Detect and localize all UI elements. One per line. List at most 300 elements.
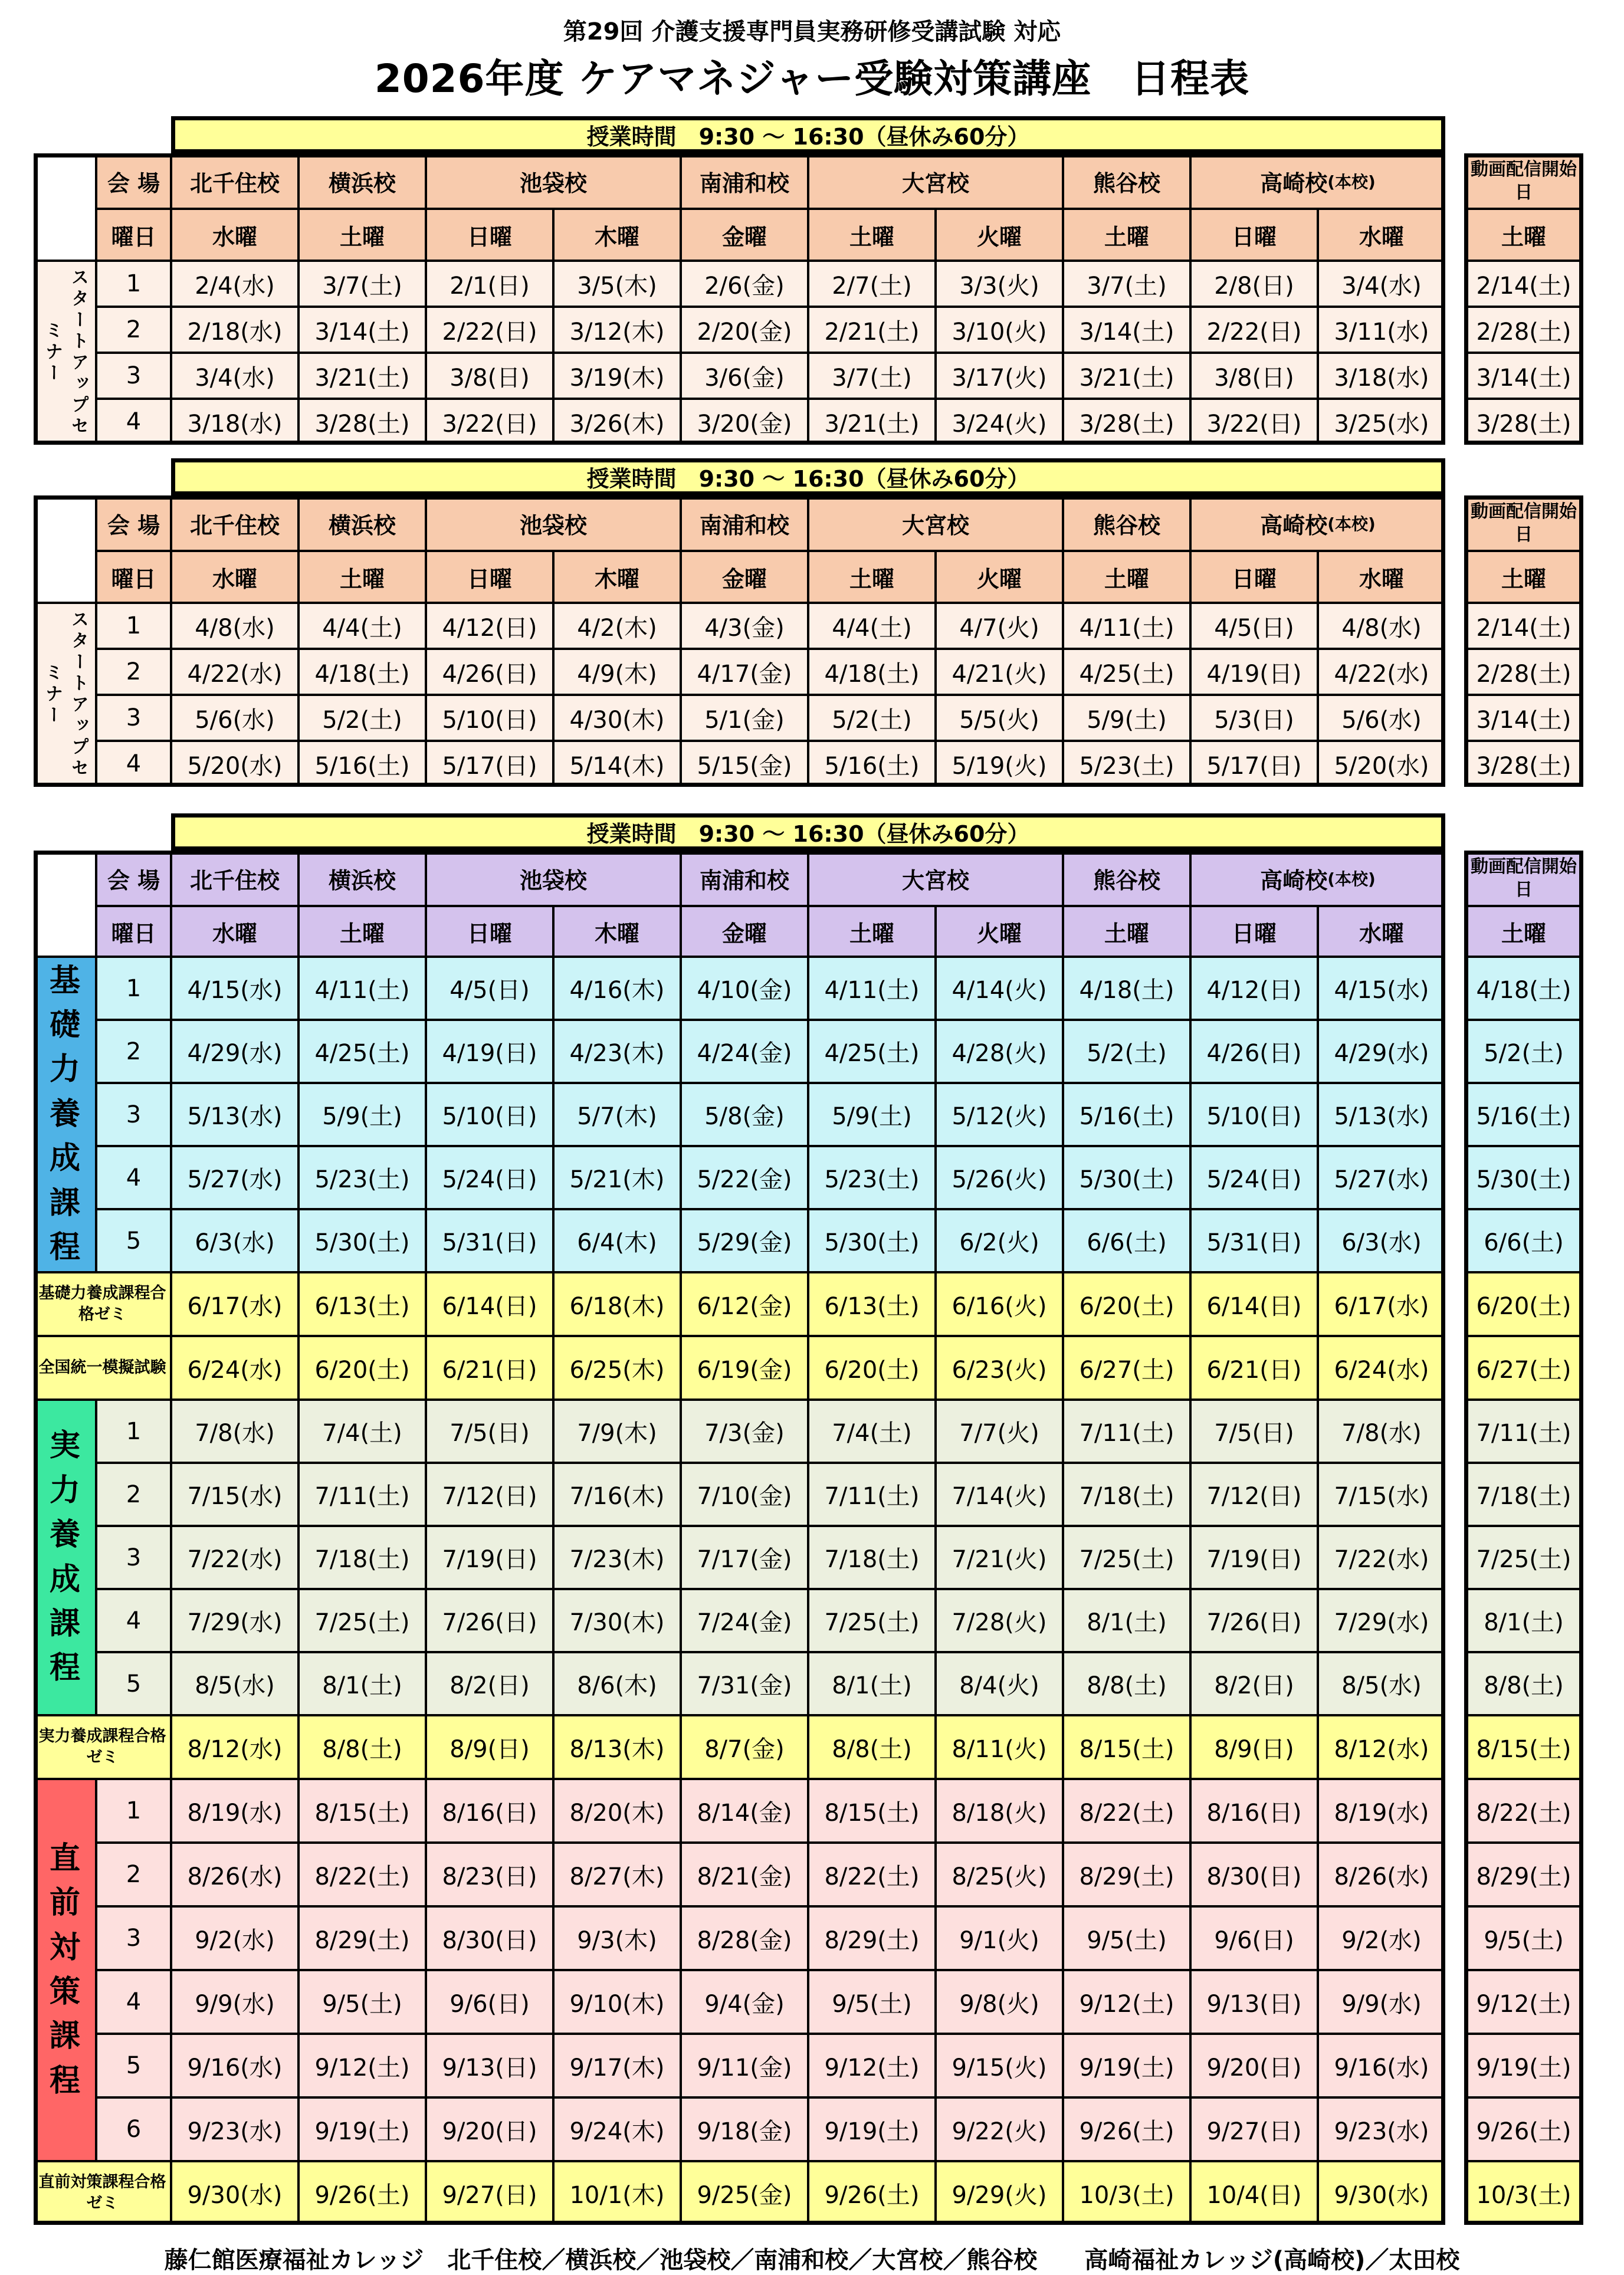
course-label-char: 課 xyxy=(49,1606,80,1642)
date-cell: 4/19(日) xyxy=(426,1020,553,1083)
date-cell: 7/16(木) xyxy=(553,1463,681,1526)
date-cell: 4/25(土) xyxy=(808,1020,936,1083)
session-number: 3 xyxy=(96,1906,171,1970)
date-cell: 4/26(日) xyxy=(426,649,553,695)
date-cell: 3/8(日) xyxy=(426,353,553,399)
date-cell: 3/25(水) xyxy=(1318,399,1445,445)
date-cell: 5/2(土) xyxy=(1063,1020,1190,1083)
date-cell: 8/27(木) xyxy=(553,1843,681,1906)
venue-header: 池袋校 xyxy=(426,495,681,551)
video-date-cell: 9/19(土) xyxy=(1464,2034,1583,2097)
video-start-header: 動画配信開始日 xyxy=(1464,153,1583,209)
date-cell: 9/19(土) xyxy=(1063,2034,1190,2097)
date-cell: 9/16(水) xyxy=(1318,2034,1445,2097)
corner-cell xyxy=(34,495,96,603)
date-cell: 5/27(水) xyxy=(171,1146,298,1209)
venue-main-campus-note: (本校) xyxy=(1327,514,1376,534)
date-cell: 8/22(土) xyxy=(808,1843,936,1906)
course-label-char: 策 xyxy=(49,1974,80,2010)
date-cell: 3/21(土) xyxy=(808,399,936,445)
date-cell: 3/7(土) xyxy=(298,261,426,307)
date-cell: 8/23(日) xyxy=(426,1843,553,1906)
venue-header: 北千住校 xyxy=(171,851,298,906)
video-date-cell: 3/14(土) xyxy=(1464,695,1583,741)
date-cell: 4/14(火) xyxy=(936,957,1063,1020)
date-cell: 5/16(土) xyxy=(298,741,426,787)
date-cell: 10/3(土) xyxy=(1063,2161,1190,2225)
session-number: 5 xyxy=(96,2034,171,2097)
venue-header: 熊谷校 xyxy=(1063,851,1190,906)
date-cell: 5/2(土) xyxy=(808,695,936,741)
session-number: 3 xyxy=(96,1083,171,1146)
date-cell: 8/30(日) xyxy=(426,1906,553,1970)
venue-name: 高崎校 xyxy=(1260,170,1328,196)
video-date-cell: 7/11(土) xyxy=(1464,1400,1583,1463)
date-cell: 7/19(日) xyxy=(1190,1526,1318,1589)
video-start-header: 動画配信開始日 xyxy=(1464,495,1583,551)
date-cell: 5/5(火) xyxy=(936,695,1063,741)
date-cell: 5/17(日) xyxy=(1190,741,1318,787)
date-cell: 7/22(水) xyxy=(1318,1526,1445,1589)
date-cell: 7/28(火) xyxy=(936,1589,1063,1652)
date-cell: 8/2(日) xyxy=(426,1652,553,1715)
video-date-cell: 3/28(土) xyxy=(1464,741,1583,787)
date-cell: 2/22(日) xyxy=(1190,307,1318,353)
date-cell: 4/17(金) xyxy=(681,649,808,695)
date-cell: 9/23(水) xyxy=(171,2097,298,2161)
weekday-header: 土曜 xyxy=(1063,906,1190,957)
date-cell: 9/19(土) xyxy=(298,2097,426,2161)
date-cell: 7/15(水) xyxy=(171,1463,298,1526)
weekday-header: 水曜 xyxy=(171,551,298,603)
date-cell: 4/12(日) xyxy=(1190,957,1318,1020)
video-date-cell: 2/28(土) xyxy=(1464,307,1583,353)
date-cell: 6/13(土) xyxy=(298,1272,426,1336)
date-cell: 4/30(木) xyxy=(553,695,681,741)
course-label-char: 力 xyxy=(49,1052,80,1088)
date-cell: 9/26(土) xyxy=(1063,2097,1190,2161)
date-cell: 4/4(土) xyxy=(298,603,426,649)
date-cell: 6/12(金) xyxy=(681,1272,808,1336)
date-cell: 4/15(水) xyxy=(1318,957,1445,1020)
date-cell: 7/3(金) xyxy=(681,1400,808,1463)
venue-header: 南浦和校 xyxy=(681,495,808,551)
weekday-header: 木曜 xyxy=(553,551,681,603)
date-cell: 5/20(水) xyxy=(1318,741,1445,787)
date-cell: 9/5(土) xyxy=(808,1970,936,2034)
weekday-header: 土曜 xyxy=(298,906,426,957)
date-cell: 5/31(日) xyxy=(1190,1209,1318,1272)
date-cell: 7/11(土) xyxy=(298,1463,426,1526)
date-cell: 10/1(木) xyxy=(553,2161,681,2225)
corner-cell xyxy=(34,153,96,261)
date-cell: 8/4(火) xyxy=(936,1652,1063,1715)
weekday-label: 曜日 xyxy=(96,906,171,957)
date-cell: 5/10(日) xyxy=(426,1083,553,1146)
date-cell: 3/24(火) xyxy=(936,399,1063,445)
session-number: 2 xyxy=(96,1463,171,1526)
date-cell: 8/7(金) xyxy=(681,1715,808,1779)
date-cell: 9/20(日) xyxy=(426,2097,553,2161)
video-date-cell: 10/3(土) xyxy=(1464,2161,1583,2225)
date-cell: 6/13(土) xyxy=(808,1272,936,1336)
date-cell: 9/5(土) xyxy=(298,1970,426,2034)
date-cell: 6/17(水) xyxy=(1318,1272,1445,1336)
course-label xyxy=(34,1400,96,1715)
date-cell: 8/2(日) xyxy=(1190,1652,1318,1715)
date-cell: 2/18(水) xyxy=(171,307,298,353)
date-cell: 10/4(日) xyxy=(1190,2161,1318,2225)
document-title: 2026年度 ケアマネジャー受験対策講座 日程表 xyxy=(374,56,1250,101)
date-cell: 7/30(木) xyxy=(553,1589,681,1652)
date-cell: 7/22(水) xyxy=(171,1526,298,1589)
video-date-cell: 9/12(土) xyxy=(1464,1970,1583,2034)
date-cell: 3/14(土) xyxy=(1063,307,1190,353)
footer-schools: 藤仁館医療福祉カレッジ 北千住校／横浜校／池袋校／南浦和校／大宮校／熊谷校 高崎福祉カレッジ(高崎校)／太田校 xyxy=(164,2247,1460,2274)
date-cell: 8/13(木) xyxy=(553,1715,681,1779)
date-cell: 7/26(日) xyxy=(1190,1589,1318,1652)
date-cell: 6/21(日) xyxy=(426,1336,553,1400)
date-cell: 7/21(火) xyxy=(936,1526,1063,1589)
date-cell: 5/6(水) xyxy=(1318,695,1445,741)
video-date-cell: 9/5(土) xyxy=(1464,1906,1583,1970)
video-date-cell: 8/1(土) xyxy=(1464,1589,1583,1652)
date-cell: 9/4(金) xyxy=(681,1970,808,2034)
date-cell: 4/18(土) xyxy=(808,649,936,695)
date-cell: 6/27(土) xyxy=(1063,1336,1190,1400)
date-cell: 3/22(日) xyxy=(426,399,553,445)
video-date-cell: 3/14(土) xyxy=(1464,353,1583,399)
date-cell: 3/3(火) xyxy=(936,261,1063,307)
session-number: 4 xyxy=(96,1970,171,2034)
date-cell: 9/30(水) xyxy=(171,2161,298,2225)
date-cell: 4/18(土) xyxy=(298,649,426,695)
date-cell: 3/4(水) xyxy=(1318,261,1445,307)
course-label-char: 成 xyxy=(49,1141,80,1177)
date-cell: 5/2(土) xyxy=(298,695,426,741)
video-date-cell: 8/29(土) xyxy=(1464,1843,1583,1906)
date-cell: 5/1(金) xyxy=(681,695,808,741)
venue-header: 北千住校 xyxy=(171,153,298,209)
weekday-header: 火曜 xyxy=(936,551,1063,603)
course-label-char: 課 xyxy=(49,2018,80,2054)
date-cell: 3/5(木) xyxy=(553,261,681,307)
date-cell: 4/22(水) xyxy=(171,649,298,695)
date-cell: 4/11(土) xyxy=(808,957,936,1020)
course-label xyxy=(34,1779,96,2161)
venue-header: 池袋校 xyxy=(426,153,681,209)
weekday-header: 土曜 xyxy=(1063,209,1190,261)
date-cell: 5/24(日) xyxy=(426,1146,553,1209)
date-cell: 6/19(金) xyxy=(681,1336,808,1400)
date-cell: 5/30(土) xyxy=(298,1209,426,1272)
date-cell: 5/23(土) xyxy=(298,1146,426,1209)
weekday-header: 土曜 xyxy=(1063,551,1190,603)
weekday-header: 水曜 xyxy=(171,209,298,261)
session-number: 3 xyxy=(96,1526,171,1589)
date-cell: 9/22(火) xyxy=(936,2097,1063,2161)
video-date-cell: 8/8(土) xyxy=(1464,1652,1583,1715)
date-cell: 6/14(日) xyxy=(426,1272,553,1336)
date-cell: 8/29(土) xyxy=(808,1906,936,1970)
weekday-header: 土曜 xyxy=(808,906,936,957)
date-cell: 9/30(水) xyxy=(1318,2161,1445,2225)
date-cell: 5/10(日) xyxy=(1190,1083,1318,1146)
venue-header: 横浜校 xyxy=(298,153,426,209)
date-cell: 3/7(土) xyxy=(1063,261,1190,307)
course-label-char: 成 xyxy=(49,1561,80,1597)
date-cell: 8/26(水) xyxy=(1318,1843,1445,1906)
date-cell: 7/4(土) xyxy=(808,1400,936,1463)
date-cell: 8/19(水) xyxy=(1318,1779,1445,1843)
date-cell: 6/16(火) xyxy=(936,1272,1063,1336)
date-cell: 5/24(日) xyxy=(1190,1146,1318,1209)
weekday-header: 日曜 xyxy=(1190,551,1318,603)
date-cell: 4/24(金) xyxy=(681,1020,808,1083)
date-cell: 8/26(水) xyxy=(171,1843,298,1906)
date-cell: 9/24(木) xyxy=(553,2097,681,2161)
venue-label: 会 場 xyxy=(96,851,171,906)
date-cell: 4/18(土) xyxy=(1063,957,1190,1020)
date-cell: 5/3(日) xyxy=(1190,695,1318,741)
venue-header: 大宮校 xyxy=(808,851,1063,906)
date-cell: 4/3(金) xyxy=(681,603,808,649)
date-cell: 8/5(水) xyxy=(1318,1652,1445,1715)
venue-header: 熊谷校 xyxy=(1063,495,1190,551)
date-cell: 8/29(土) xyxy=(298,1906,426,1970)
venue-name: 高崎校 xyxy=(1260,512,1328,539)
session-number: 1 xyxy=(96,957,171,1020)
date-cell: 8/1(土) xyxy=(808,1652,936,1715)
date-cell: 6/20(土) xyxy=(808,1336,936,1400)
date-cell: 5/14(木) xyxy=(553,741,681,787)
session-number: 1 xyxy=(96,1779,171,1843)
date-cell: 8/15(土) xyxy=(808,1779,936,1843)
date-cell: 5/6(水) xyxy=(171,695,298,741)
date-cell: 3/21(土) xyxy=(298,353,426,399)
weekday-header: 水曜 xyxy=(1318,551,1445,603)
date-cell: 7/4(土) xyxy=(298,1400,426,1463)
date-cell: 6/14(日) xyxy=(1190,1272,1318,1336)
date-cell: 5/12(火) xyxy=(936,1083,1063,1146)
date-cell: 5/23(土) xyxy=(1063,741,1190,787)
date-cell: 9/19(土) xyxy=(808,2097,936,2161)
date-cell: 4/5(日) xyxy=(1190,603,1318,649)
date-cell: 4/21(火) xyxy=(936,649,1063,695)
corner-cell xyxy=(34,851,96,957)
weekday-header: 火曜 xyxy=(936,906,1063,957)
date-cell: 5/13(水) xyxy=(1318,1083,1445,1146)
course-label-char: 前 xyxy=(49,1885,80,1921)
date-cell: 3/20(金) xyxy=(681,399,808,445)
date-cell: 7/5(日) xyxy=(1190,1400,1318,1463)
date-cell: 7/11(土) xyxy=(808,1463,936,1526)
date-cell: 9/9(水) xyxy=(171,1970,298,2034)
session-number: 1 xyxy=(96,603,171,649)
date-cell: 8/11(火) xyxy=(936,1715,1063,1779)
date-cell: 9/23(水) xyxy=(1318,2097,1445,2161)
date-cell: 8/8(土) xyxy=(1063,1652,1190,1715)
date-cell: 2/8(日) xyxy=(1190,261,1318,307)
date-cell: 4/5(日) xyxy=(426,957,553,1020)
weekday-header: 金曜 xyxy=(681,906,808,957)
date-cell: 8/9(日) xyxy=(426,1715,553,1779)
date-cell: 3/4(水) xyxy=(171,353,298,399)
date-cell: 9/12(土) xyxy=(808,2034,936,2097)
date-cell: 5/21(木) xyxy=(553,1146,681,1209)
course-label: 直前対策課程合格ゼミ xyxy=(34,2161,171,2225)
date-cell: 5/15(金) xyxy=(681,741,808,787)
date-cell: 9/2(水) xyxy=(1318,1906,1445,1970)
video-date-cell: 2/28(土) xyxy=(1464,649,1583,695)
session-number: 5 xyxy=(96,1652,171,1715)
date-cell: 3/7(土) xyxy=(808,353,936,399)
date-cell: 8/1(土) xyxy=(1063,1589,1190,1652)
date-cell: 5/8(金) xyxy=(681,1083,808,1146)
date-cell: 4/26(日) xyxy=(1190,1020,1318,1083)
video-date-cell: 3/28(土) xyxy=(1464,399,1583,445)
date-cell: 4/7(火) xyxy=(936,603,1063,649)
date-cell: 9/26(土) xyxy=(298,2161,426,2225)
date-cell: 4/9(木) xyxy=(553,649,681,695)
date-cell: 3/18(水) xyxy=(171,399,298,445)
date-cell: 7/7(火) xyxy=(936,1400,1063,1463)
course-label xyxy=(34,957,96,1272)
date-cell: 6/18(木) xyxy=(553,1272,681,1336)
venue-header: 熊谷校 xyxy=(1063,153,1190,209)
date-cell: 4/16(木) xyxy=(553,957,681,1020)
video-date-cell: 6/6(土) xyxy=(1464,1209,1583,1272)
date-cell: 4/11(土) xyxy=(1063,603,1190,649)
hours-banner: 授業時間 9:30 〜 16:30（昼休み60分） xyxy=(171,813,1445,851)
date-cell: 4/28(火) xyxy=(936,1020,1063,1083)
video-date-cell: 6/27(土) xyxy=(1464,1336,1583,1400)
date-cell: 3/28(土) xyxy=(1063,399,1190,445)
venue-main-campus-note: (本校) xyxy=(1327,172,1376,192)
session-number: 4 xyxy=(96,741,171,787)
date-cell: 5/13(水) xyxy=(171,1083,298,1146)
date-cell: 8/18(火) xyxy=(936,1779,1063,1843)
date-cell: 8/15(土) xyxy=(1063,1715,1190,1779)
course-label-char: 力 xyxy=(49,1472,80,1508)
course-label-char: 養 xyxy=(49,1517,80,1553)
weekday-header: 火曜 xyxy=(936,209,1063,261)
hours-banner: 授業時間 9:30 〜 16:30（昼休み60分） xyxy=(171,458,1445,495)
date-cell: 3/6(金) xyxy=(681,353,808,399)
date-cell: 4/29(水) xyxy=(1318,1020,1445,1083)
date-cell: 8/22(土) xyxy=(298,1843,426,1906)
date-cell: 5/29(金) xyxy=(681,1209,808,1272)
date-cell: 3/11(水) xyxy=(1318,307,1445,353)
venue-header: 横浜校 xyxy=(298,495,426,551)
date-cell: 8/9(日) xyxy=(1190,1715,1318,1779)
date-cell: 6/17(水) xyxy=(171,1272,298,1336)
date-cell: 5/9(土) xyxy=(1063,695,1190,741)
date-cell: 2/21(土) xyxy=(808,307,936,353)
venue-header: 南浦和校 xyxy=(681,851,808,906)
date-cell: 7/10(金) xyxy=(681,1463,808,1526)
date-cell: 9/27(日) xyxy=(1190,2097,1318,2161)
date-cell: 4/8(水) xyxy=(171,603,298,649)
video-date-cell: 7/18(土) xyxy=(1464,1463,1583,1526)
date-cell: 8/16(日) xyxy=(1190,1779,1318,1843)
date-cell: 8/6(木) xyxy=(553,1652,681,1715)
date-cell: 3/18(水) xyxy=(1318,353,1445,399)
date-cell: 9/5(土) xyxy=(1063,1906,1190,1970)
session-number: 1 xyxy=(96,261,171,307)
date-cell: 9/13(日) xyxy=(1190,1970,1318,2034)
date-cell: 7/25(土) xyxy=(1063,1526,1190,1589)
date-cell: 5/23(土) xyxy=(808,1146,936,1209)
course-label-char: 対 xyxy=(49,1929,80,1965)
venue-header xyxy=(1190,851,1445,906)
weekday-header: 土曜 xyxy=(808,551,936,603)
date-cell: 9/29(火) xyxy=(936,2161,1063,2225)
date-cell: 6/23(火) xyxy=(936,1336,1063,1400)
weekday-header: 水曜 xyxy=(1318,209,1445,261)
date-cell: 4/2(木) xyxy=(553,603,681,649)
session-number: 4 xyxy=(96,399,171,445)
date-cell: 7/26(日) xyxy=(426,1589,553,1652)
date-cell: 3/26(木) xyxy=(553,399,681,445)
date-cell: 9/3(木) xyxy=(553,1906,681,1970)
date-cell: 9/9(水) xyxy=(1318,1970,1445,2034)
date-cell: 5/7(木) xyxy=(553,1083,681,1146)
date-cell: 3/17(火) xyxy=(936,353,1063,399)
venue-header xyxy=(1190,153,1445,209)
date-cell: 7/25(土) xyxy=(808,1589,936,1652)
date-cell: 9/13(日) xyxy=(426,2034,553,2097)
session-number: 2 xyxy=(96,649,171,695)
date-cell: 9/25(金) xyxy=(681,2161,808,2225)
date-cell: 4/23(木) xyxy=(553,1020,681,1083)
venue-label: 会 場 xyxy=(96,153,171,209)
date-cell: 7/18(土) xyxy=(808,1526,936,1589)
date-cell: 6/20(土) xyxy=(1063,1272,1190,1336)
date-cell: 6/24(水) xyxy=(1318,1336,1445,1400)
date-cell: 8/14(金) xyxy=(681,1779,808,1843)
date-cell: 3/12(木) xyxy=(553,307,681,353)
date-cell: 7/12(日) xyxy=(1190,1463,1318,1526)
date-cell: 5/22(金) xyxy=(681,1146,808,1209)
video-start-header: 動画配信開始日 xyxy=(1464,851,1583,906)
date-cell: 5/19(火) xyxy=(936,741,1063,787)
date-cell: 7/12(日) xyxy=(426,1463,553,1526)
weekday-header: 金曜 xyxy=(681,551,808,603)
date-cell: 8/25(火) xyxy=(936,1843,1063,1906)
date-cell: 4/22(水) xyxy=(1318,649,1445,695)
date-cell: 8/1(土) xyxy=(298,1652,426,1715)
date-cell: 8/16(日) xyxy=(426,1779,553,1843)
date-cell: 5/17(日) xyxy=(426,741,553,787)
video-date-cell: 6/20(土) xyxy=(1464,1272,1583,1336)
date-cell: 8/30(日) xyxy=(1190,1843,1318,1906)
date-cell: 9/6(日) xyxy=(1190,1906,1318,1970)
date-cell: 9/11(金) xyxy=(681,2034,808,2097)
date-cell: 7/18(土) xyxy=(298,1526,426,1589)
date-cell: 2/22(日) xyxy=(426,307,553,353)
date-cell: 4/4(土) xyxy=(808,603,936,649)
date-cell: 9/12(土) xyxy=(298,2034,426,2097)
date-cell: 9/2(水) xyxy=(171,1906,298,1970)
venue-header: 池袋校 xyxy=(426,851,681,906)
date-cell: 8/8(土) xyxy=(808,1715,936,1779)
course-label: 全国統一模擬試験 xyxy=(34,1336,171,1400)
date-cell: 3/22(日) xyxy=(1190,399,1318,445)
venue-header: 横浜校 xyxy=(298,851,426,906)
course-label-char: 養 xyxy=(49,1096,80,1132)
date-cell: 4/12(日) xyxy=(426,603,553,649)
